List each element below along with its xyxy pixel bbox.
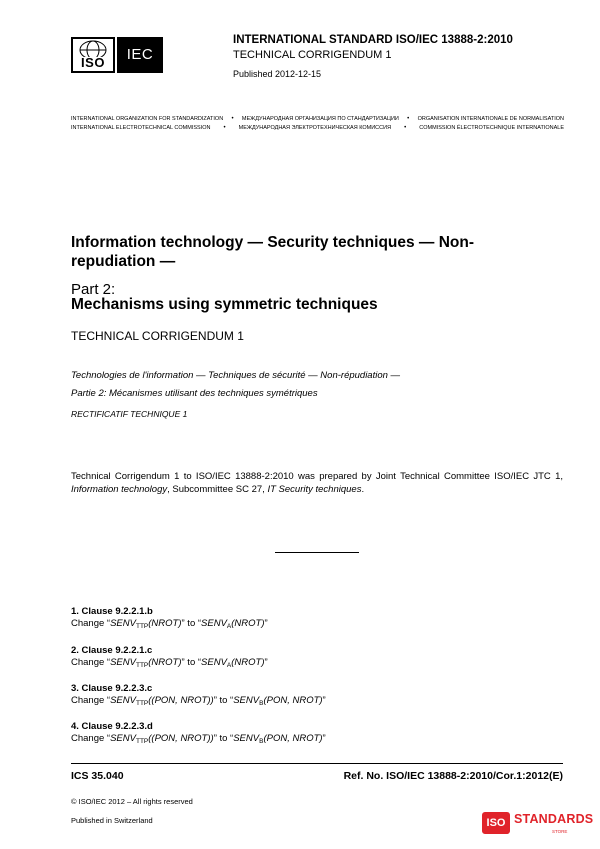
from-sub: TTP — [135, 700, 149, 707]
from-args: ((PON, NROT)) — [148, 733, 214, 744]
from-base: SENV — [110, 618, 136, 629]
org-name: COMMISSION ÉLECTROTECHNIQUE INTERNATIONALE — [419, 125, 564, 131]
from-base: SENV — [110, 733, 136, 744]
to-args: (NROT) — [231, 657, 265, 668]
published-date: Published 2012-12-15 — [233, 69, 322, 79]
iso-logo-text: ISO — [81, 55, 105, 70]
change-text: Change “ — [71, 618, 111, 629]
divider — [275, 552, 359, 553]
document-title — [71, 233, 531, 271]
french-part: Partie 2: Mécanismes utilisant des techniques symétriques — [71, 388, 318, 399]
to-args: (PON, NROT) — [263, 695, 323, 706]
to-sub: A — [226, 662, 232, 669]
intro-text: Technical Corrigendum 1 to ISO/IEC 13888-2:2010 was prepared by Joint Technical Committee ISO/IEC JTC 1, — [71, 471, 563, 482]
iec-logo-text: IEC — [126, 46, 154, 63]
iso-logo — [71, 37, 115, 73]
org-name: INTERNATIONAL ORGANIZATION FOR STANDARDIZATION — [71, 116, 224, 122]
intro-text: . — [361, 484, 365, 495]
to-word: ” to “ — [181, 657, 202, 668]
from-args: ((PON, NROT)) — [148, 695, 214, 706]
ics-code: ICS 35.040 — [71, 770, 124, 782]
separator: • — [223, 125, 226, 131]
french-rectificatif: RECTIFICATIF TECHNIQUE 1 — [71, 409, 188, 419]
clause-change — [71, 695, 326, 707]
french-title: Technologies de l'information — Techniques de sécurité — Non-répudiation — — [71, 370, 401, 381]
clause-heading: 1. Clause 9.2.2.1.b — [71, 606, 153, 617]
to-word: ” to “ — [213, 695, 234, 706]
from-sub: TTP — [135, 662, 149, 669]
intro-text: , Subcommittee SC 27, — [167, 484, 268, 495]
change-text: Change “ — [71, 657, 111, 668]
end-quote: ” — [264, 657, 268, 668]
to-base: SENV — [201, 618, 227, 629]
title-line-1: Information technology — Security techniques — Non- — [71, 234, 475, 251]
store-label: STANDARDS — [514, 812, 594, 826]
to-base: SENV — [233, 733, 260, 744]
published-in: Published in Switzerland — [71, 816, 153, 825]
intro-italic: Information technology — [71, 484, 168, 495]
clause-heading: 2. Clause 9.2.2.1.c — [71, 645, 153, 656]
org-row-2 — [71, 125, 564, 131]
to-args: (PON, NROT) — [263, 733, 323, 744]
clause-change — [71, 657, 268, 669]
to-base: SENV — [201, 657, 227, 668]
part-title: Mechanisms using symmetric techniques — [71, 296, 378, 313]
change-text: Change “ — [71, 733, 111, 744]
org-name: МЕЖДУНАРОДНАЯ ОРГАНИЗАЦИЯ ПО СТАНДАРТИЗАЦИИ — [241, 116, 399, 122]
change-text: Change “ — [71, 695, 111, 706]
clause-heading: 3. Clause 9.2.2.3.c — [71, 683, 153, 694]
to-word: ” to “ — [213, 733, 234, 744]
from-args: (NROT) — [148, 618, 182, 629]
separator: • — [407, 116, 410, 122]
store-sub: STORE — [552, 829, 568, 834]
intro-italic: IT Security techniques — [267, 484, 362, 495]
corrigendum-heading: TECHNICAL CORRIGENDUM 1 — [71, 329, 244, 343]
clause-change — [71, 733, 326, 745]
org-name: МЕЖДУНАРОДНАЯ ЭЛЕКТРОТЕХНИЧЕСКАЯ КОМИССИЯ — [238, 125, 392, 131]
title-line-2: repudiation — — [71, 253, 176, 270]
org-name: INTERNATIONAL ELECTROTECHNICAL COMMISSION — [71, 125, 211, 131]
iec-logo — [117, 37, 163, 73]
separator: • — [231, 116, 234, 122]
to-word: ” to “ — [181, 618, 202, 629]
to-sub: B — [259, 700, 264, 707]
from-sub: TTP — [135, 623, 149, 630]
store-iso-logo: ISO — [482, 812, 510, 834]
from-args: (NROT) — [148, 657, 182, 668]
standard-title: INTERNATIONAL STANDARD ISO/IEC 13888-2:2010 — [233, 34, 513, 46]
end-quote: ” — [322, 695, 326, 706]
org-row-1 — [71, 116, 564, 122]
end-quote: ” — [264, 618, 268, 629]
to-base: SENV — [233, 695, 260, 706]
part-number: Part 2: — [71, 281, 116, 298]
org-name: ORGANISATION INTERNATIONALE DE NORMALISATION — [417, 116, 564, 122]
end-quote: ” — [322, 733, 326, 744]
to-sub: B — [259, 738, 264, 745]
separator: • — [404, 125, 407, 131]
corrigendum-label: TECHNICAL CORRIGENDUM 1 — [233, 49, 392, 61]
from-base: SENV — [110, 657, 136, 668]
standards-store-badge[interactable] — [482, 810, 594, 840]
copyright: © ISO/IEC 2012 – All rights reserved — [71, 797, 193, 806]
intro-paragraph — [71, 470, 563, 496]
from-base: SENV — [110, 695, 136, 706]
from-sub: TTP — [135, 738, 149, 745]
to-sub: A — [226, 623, 232, 630]
clause-change — [71, 618, 268, 630]
footer-rule — [71, 763, 563, 764]
to-args: (NROT) — [231, 618, 265, 629]
clause-heading: 4. Clause 9.2.2.3.d — [71, 721, 153, 732]
reference-number: Ref. No. ISO/IEC 13888-2:2010/Cor.1:2012(E) — [343, 770, 563, 782]
